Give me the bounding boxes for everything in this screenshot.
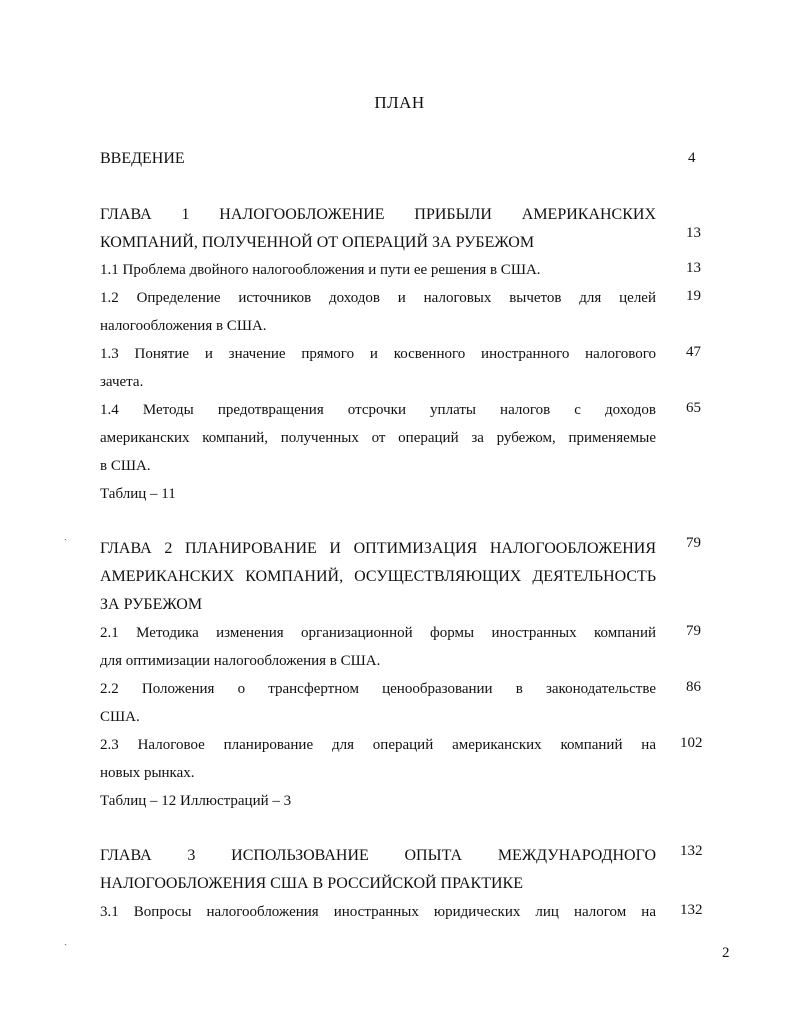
section-2-1-line2: для оптимизации налогообложения в США.: [100, 653, 381, 669]
chapter-2-page: 79: [686, 535, 701, 551]
section-2-2-line2: США.: [100, 709, 140, 725]
chapter-2-title-line3: ЗА РУБЕЖОМ: [100, 596, 203, 613]
section-1-2-page: 19: [686, 288, 701, 304]
section-3-1-line1: 3.1 Вопросы налогообложения иностранных юридических лиц налогом на: [100, 904, 656, 920]
section-1-3-line2: зачета.: [100, 374, 144, 390]
toc-intro-label: ВВЕДЕНИЕ: [100, 150, 185, 167]
section-2-2-line1: 2.2 Положения о трансфертном ценообразовании в законодательстве: [100, 681, 656, 697]
chapter-1-title-line1: ГЛАВА 1 НАЛОГООБЛОЖЕНИЕ ПРИБЫЛИ АМЕРИКАНСКИХ: [100, 206, 656, 223]
section-3-1-page: 132: [680, 902, 703, 918]
section-1-1-page: 13: [686, 260, 701, 276]
page-title: ПЛАН: [374, 93, 425, 112]
chapter-3-page: 132: [680, 843, 703, 859]
section-1-2-line2: налогообложения в США.: [100, 318, 267, 334]
section-2-3-line1: 2.3 Налоговое планирование для операций американских компаний на: [100, 737, 656, 753]
chapter-1-tables: Таблиц – 11: [100, 486, 176, 502]
section-2-3-page: 102: [680, 735, 703, 751]
section-1-3-page: 47: [686, 344, 701, 360]
chapter-1-page: 13: [686, 225, 701, 241]
section-1-1-line1: 1.1 Проблема двойного налогообложения и пути ее решения в США.: [100, 262, 541, 278]
chapter-1-title-line2: КОМПАНИЙ, ПОЛУЧЕННОЙ ОТ ОПЕРАЦИЙ ЗА РУБЕЖОМ: [100, 234, 535, 251]
chapter-2-title-line2: АМЕРИКАНСКИХ КОМПАНИЙ, ОСУЩЕСТВЛЯЮЩИХ ДЕЯТЕЛЬНОСТЬ: [100, 568, 656, 585]
section-2-2-page: 86: [686, 679, 701, 695]
scan-speck: ˎ: [64, 935, 68, 946]
page-number: 2: [722, 945, 730, 961]
chapter-3-title-line2: НАЛОГООБЛОЖЕНИЯ США В РОССИЙСКОЙ ПРАКТИКЕ: [100, 875, 523, 892]
section-1-4-line2: американских компаний, полученных от операций за рубежом, применяемые: [100, 430, 656, 446]
section-1-4-line1: 1.4 Методы предотвращения отсрочки уплаты налогов с доходов: [100, 402, 656, 418]
chapter-2-tables: Таблиц – 12 Иллюстраций – 3: [100, 793, 292, 809]
section-1-2-line1: 1.2 Определение источников доходов и налоговых вычетов для целей: [100, 290, 656, 306]
section-2-3-line2: новых рынках.: [100, 765, 195, 781]
section-2-1-line1: 2.1 Методика изменения организационной формы иностранных компаний: [100, 625, 656, 641]
section-1-4-line3: в США.: [100, 458, 151, 474]
scan-speck: ˎ: [64, 530, 68, 541]
section-2-1-page: 79: [686, 623, 701, 639]
section-1-4-page: 65: [686, 400, 701, 416]
chapter-3-title-line1: ГЛАВА 3 ИСПОЛЬЗОВАНИЕ ОПЫТА МЕЖДУНАРОДНОГО: [100, 847, 656, 864]
section-1-3-line1: 1.3 Понятие и значение прямого и косвенного иностранного налогового: [100, 346, 656, 362]
toc-intro-page: 4: [688, 150, 696, 166]
chapter-2-title-line1: ГЛАВА 2 ПЛАНИРОВАНИЕ И ОПТИМИЗАЦИЯ НАЛОГООБЛОЖЕНИЯ: [100, 540, 656, 557]
